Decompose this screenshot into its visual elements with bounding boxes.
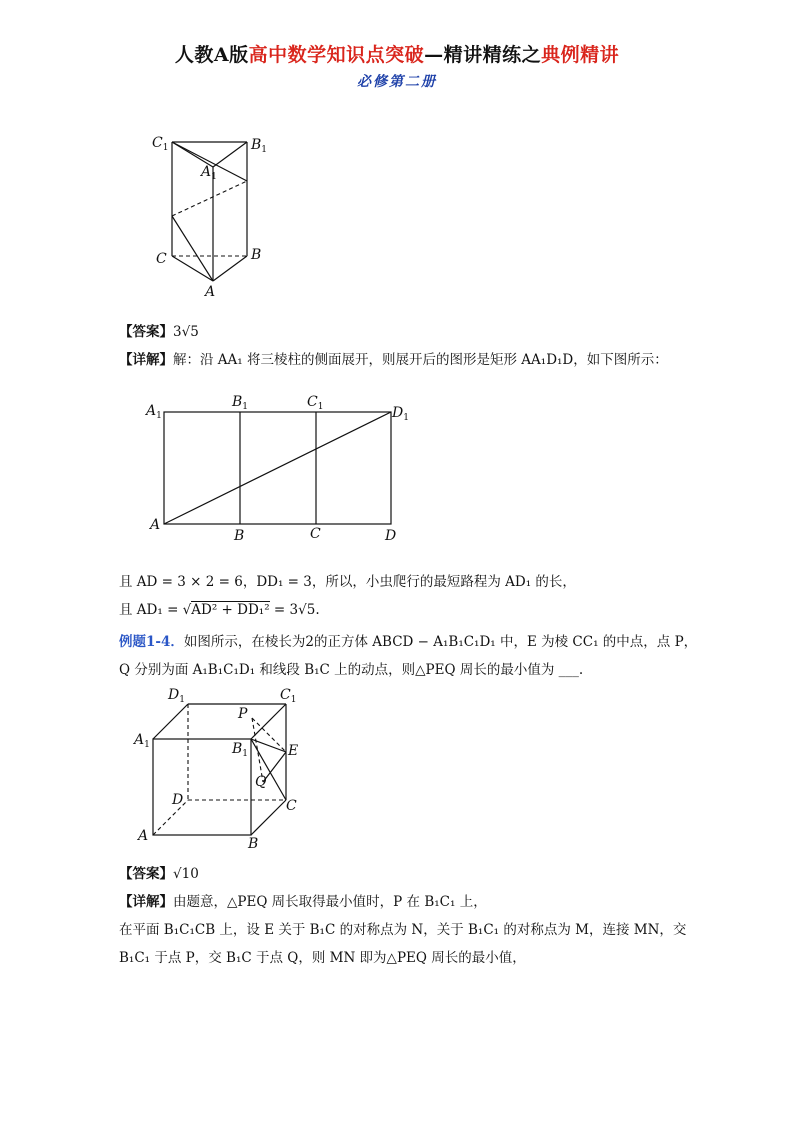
example-text-1: 如图所示，在棱长为2的正方体 ABCD − A₁B₁C₁D₁ 中，E 为棱 CC₁ 的中点，点 P， bbox=[183, 634, 698, 650]
detail-1 bbox=[119, 348, 668, 368]
answer-label: 【答案】 bbox=[119, 324, 173, 340]
answer-1 bbox=[119, 320, 199, 340]
detail-label: 【详解】 bbox=[119, 894, 173, 910]
label-d1: $D_1$ bbox=[168, 687, 185, 705]
page-header bbox=[0, 40, 794, 91]
label-c: C bbox=[156, 251, 167, 267]
document-subtitle: 必修第二册 bbox=[357, 74, 437, 90]
label-a: A bbox=[205, 284, 216, 300]
label-a1: $A_1$ bbox=[201, 164, 217, 182]
cube-figure bbox=[130, 682, 310, 854]
title-part-2: 高中数学知识点突破 bbox=[248, 44, 425, 66]
detail-2-line-1 bbox=[119, 890, 487, 910]
answer-value: √10 bbox=[173, 866, 199, 882]
label-b: B bbox=[248, 836, 259, 852]
label-c1: $C_1$ bbox=[280, 687, 297, 705]
title-part-4: 典例精讲 bbox=[541, 44, 620, 66]
line-ad: 且 AD = 3 × 2 = 6，DD₁ = 3，所以，小虫爬行的最短路程为 AD₁ 的长， bbox=[119, 574, 576, 590]
label-c1: $C_1$ bbox=[152, 135, 169, 153]
line-ad1-post: = 3√5. bbox=[269, 602, 320, 618]
label-c: C bbox=[310, 526, 321, 542]
label-b: B bbox=[234, 528, 245, 544]
example-line-1 bbox=[119, 630, 697, 650]
label-p: P bbox=[238, 706, 248, 722]
detail-label: 【详解】 bbox=[119, 352, 173, 368]
document-title bbox=[0, 40, 794, 67]
unfolded-rectangle-figure bbox=[140, 390, 420, 550]
detail-2-line-3: B₁C₁ 于点 P，交 B₁C 于点 Q，则 MN 即为△PEQ 周长的最小值， bbox=[119, 950, 526, 966]
label-a: A bbox=[138, 828, 149, 844]
label-e: E bbox=[288, 743, 299, 759]
detail-text-1: 由题意，△PEQ 周长取得最小值时，P 在 B₁C₁ 上， bbox=[173, 894, 487, 910]
label-a1: $A_1$ bbox=[134, 732, 150, 750]
label-b1: $B_1$ bbox=[232, 741, 249, 759]
answer-label: 【答案】 bbox=[119, 866, 173, 882]
answer-2 bbox=[119, 862, 199, 882]
example-line-2: Q 分别为面 A₁B₁C₁D₁ 和线段 B₁C 上的动点，则△PEQ 周长的最小值为 ___. bbox=[119, 662, 584, 678]
line-ad1 bbox=[119, 598, 320, 618]
prism-figure bbox=[145, 128, 280, 303]
detail-2-line-2: 在平面 B₁C₁CB 上，设 E 关于 B₁C 的对称点为 N，关于 B₁C₁ 的对称点为 M，连接 MN，交 bbox=[119, 922, 687, 938]
line-ad1-pre: 且 AD₁ = bbox=[119, 602, 183, 618]
label-d: D bbox=[172, 792, 184, 808]
label-c1: $C_1$ bbox=[307, 394, 324, 412]
answer-value: 3√5 bbox=[173, 324, 199, 340]
title-part-3: —精讲精练之 bbox=[424, 44, 542, 66]
label-c: C bbox=[286, 798, 297, 814]
label-a1: $A_1$ bbox=[146, 403, 162, 421]
example-label: 例题1-4． bbox=[119, 634, 184, 650]
detail-text: 解：沿 AA₁ 将三棱柱的侧面展开，则展开后的图形是矩形 AA₁D₁D，如下图所示： bbox=[173, 352, 668, 368]
sqrt-symbol: √ bbox=[182, 602, 192, 618]
label-d: D bbox=[385, 528, 397, 544]
label-b: B bbox=[251, 247, 262, 263]
label-b1: $B_1$ bbox=[232, 394, 249, 412]
title-part-1: 人教A版 bbox=[174, 44, 249, 66]
label-q: Q bbox=[255, 774, 267, 790]
radicand: AD² + DD₁² bbox=[191, 602, 270, 618]
label-a: A bbox=[150, 517, 161, 533]
label-d1: $D_1$ bbox=[392, 405, 409, 423]
label-b1: $B_1$ bbox=[251, 137, 268, 155]
